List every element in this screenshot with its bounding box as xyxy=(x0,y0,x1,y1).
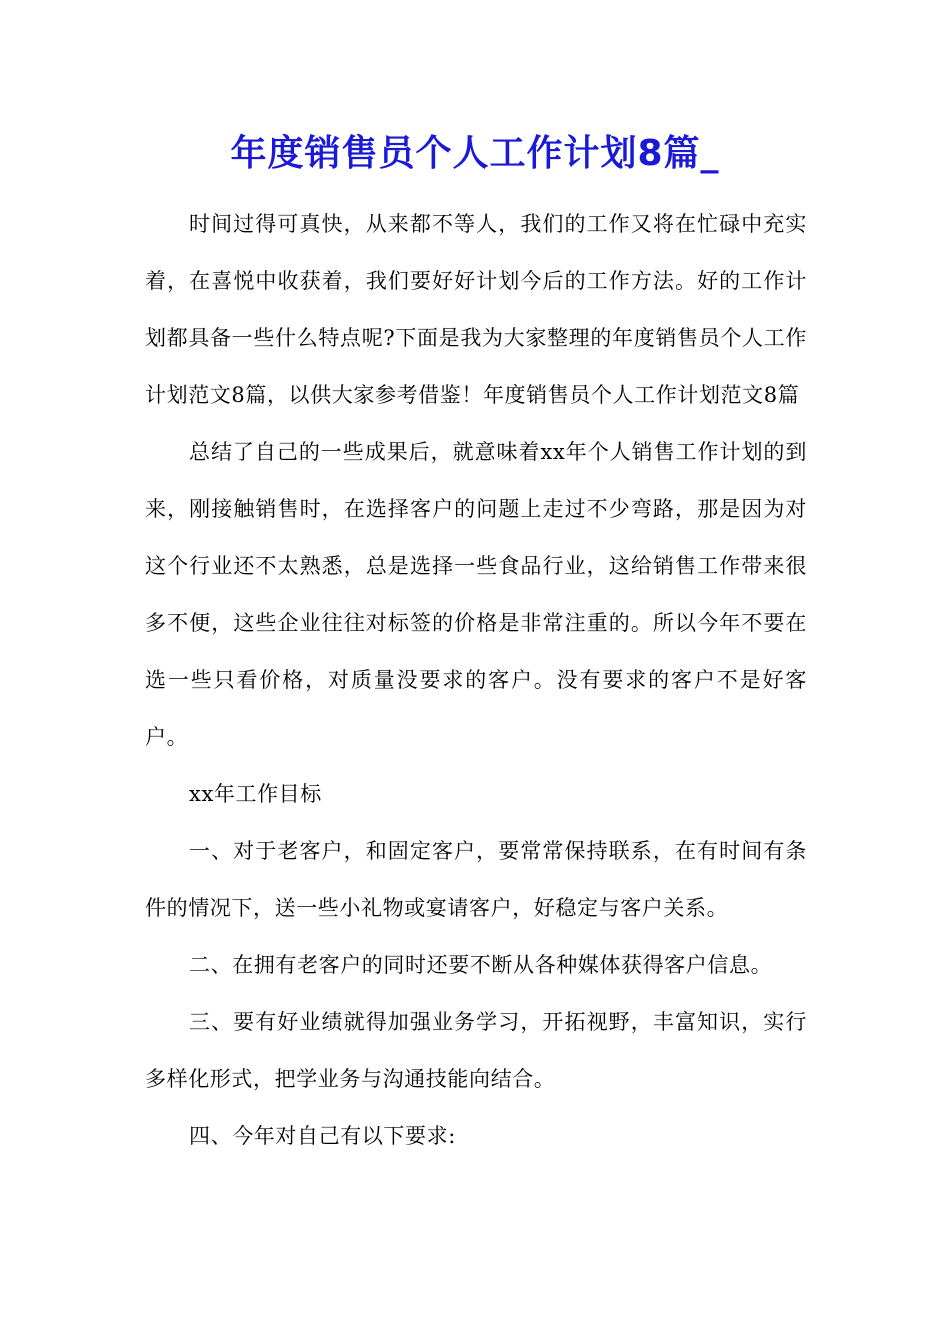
paragraph-intro: 时间过得可真快，从来都不等人，我们的工作又将在忙碌中充实着，在喜悦中收获着，我们要好好计划今后的工作方法。好的工作计划都具备一些什么特点呢?下面是我为大家整理的年度销售员个人工作计划范文8篇，以供大家参考借鉴！年度销售员个人工作计划范文8篇 xyxy=(145,212,807,407)
paragraph-goal-1: 一、对于老客户，和固定客户，要常常保持联系，在有时间有条件的情况下，送一些小礼物或宴请客户，好稳定与客户关系。 xyxy=(145,839,807,920)
paragraph-goal-2: 二、在拥有老客户的同时还要不断从各种媒体获得客户信息。 xyxy=(189,953,773,977)
paragraph-goal-4: 四、今年对自己有以下要求: xyxy=(189,1124,456,1148)
paragraph-goals-heading: xx年工作目标 xyxy=(189,782,322,806)
paragraph-goal-3: 三、要有好业绩就得加强业务学习，开拓视野，丰富知识，实行多样化形式，把学业务与沟通技能向结合。 xyxy=(145,1010,807,1091)
document-body xyxy=(145,196,807,1165)
paragraph-summary: 总结了自己的一些成果后，就意味着xx年个人销售工作计划的到来，刚接触销售时，在选择客户的问题上走过不少弯路，那是因为对这个行业还不太熟悉，总是选择一些食品行业，这给销售工作带来很多不便，这些企业往往对标签的价格是非常注重的。所以今年不要在选一些只看价格，对质量没要求的客户。没有要求的客户不是好客户。 xyxy=(145,440,807,749)
document-title: 年度销售员个人工作计划8篇_ xyxy=(230,133,720,174)
